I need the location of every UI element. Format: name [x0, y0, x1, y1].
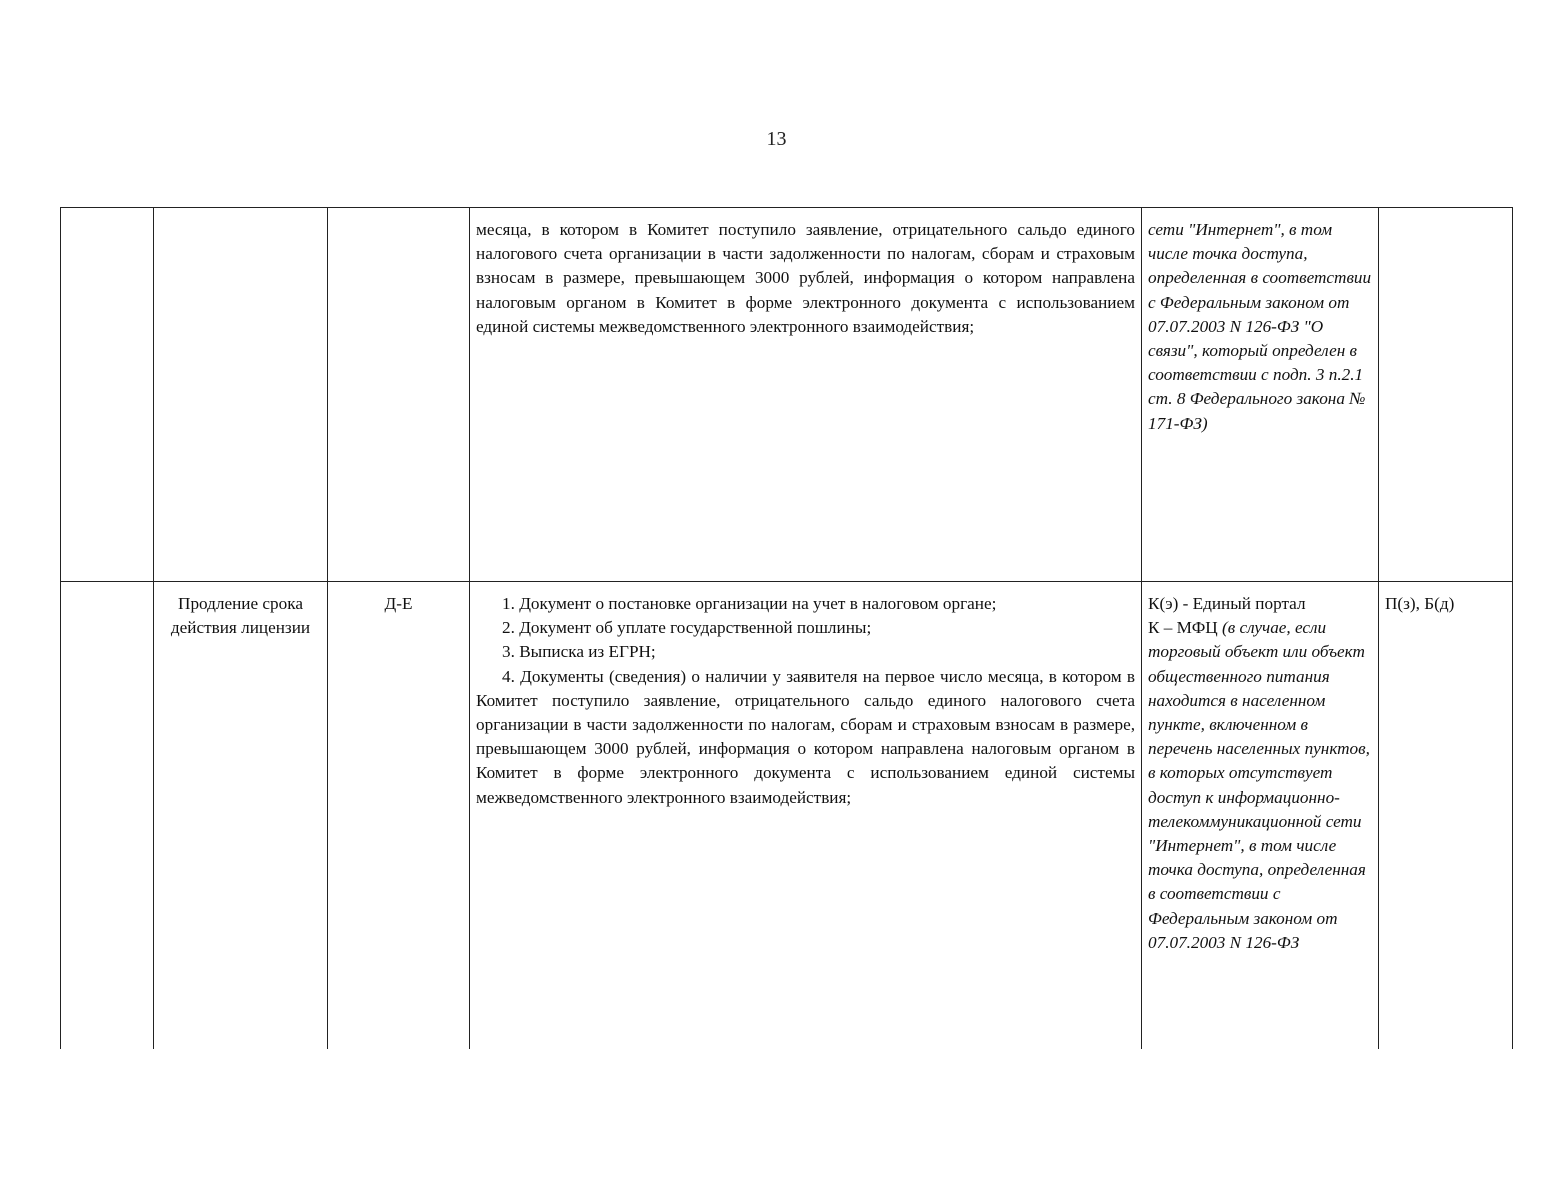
cell-code [328, 582, 470, 1050]
cell-action [154, 582, 328, 1050]
document-item: 3. Выписка из ЕГРН; [502, 642, 656, 662]
documents-list [470, 582, 1141, 814]
documents-continued-text: месяца, в котором в Комитет поступило заявление, отрицательного сальдо единого налогового счета организации в части задолженности по налогам, сборам и страховым взносам в размере, превышающем 3000 рублей, информация о котором направлена налоговым органом в Комитет в форме электронного документа с использованием единой системы межведомственного электронного взаимодействия; [476, 220, 1135, 336]
cell-action [154, 208, 328, 582]
license-procedure-table [60, 207, 1513, 1049]
channel-mfc-note: (в случае, если торговый объект или объект общественного питания находится в населенном пункте, включенном в перечень населенных пунктов, в которых отсутствует доступ к информационно-телекоммуникационной сети "Интернет", в том числе точка доступа, определенная в соответствии с Федеральным законом от 07.07.2003 N 126-ФЗ [1148, 618, 1370, 952]
cell-result [1379, 582, 1513, 1050]
table-row-license-extension [61, 582, 1513, 1050]
cell-number [61, 208, 154, 582]
cell-channels [1142, 582, 1379, 1050]
result-label: П(з), Б(д) [1385, 594, 1455, 613]
cell-result [1379, 208, 1513, 582]
channels-continued-text: сети "Интернет", в том числе точка доступа, определенная в соответствии с Федеральным законом от 07.07.2003 N 126-ФЗ "О связи", который определен в соответствии с подп. 3 п.2.1 ст. 8 Федерального закона № 171-ФЗ) [1148, 220, 1372, 433]
action-label: Продление срока действия лицензии [170, 594, 311, 638]
page-number: 13 [766, 128, 787, 150]
cell-channels [1142, 208, 1379, 582]
table-row-continued [61, 208, 1513, 582]
document-item: 4. Документы (сведения) о наличии у заявителя на первое число месяца, в котором в Комитет поступило заявление, отрицательного сальдо единого налогового счета организации в части задолженности по налогам, сборам и страховым взносам в размере, превышающем 3000 рублей, информация о котором направлена налоговым органом в Комитет в форме электронного документа с использованием единой системы межведомственного электронного взаимодействия; [476, 666, 1135, 807]
code-label: Д-Е [384, 594, 413, 613]
document-item: 2. Документ об уплате государственной пошлины; [502, 618, 872, 638]
cell-code [328, 208, 470, 582]
cell-documents [470, 208, 1142, 582]
channel-mfc-label: К – МФЦ [1148, 618, 1222, 638]
cell-number [61, 582, 154, 1050]
document-item: 1. Документ о постановке организации на учет в налоговом органе; [502, 594, 997, 613]
cell-documents [470, 582, 1142, 1050]
channels-list [1142, 582, 1378, 959]
channel-portal: К(э) - Единый портал [1148, 594, 1306, 613]
